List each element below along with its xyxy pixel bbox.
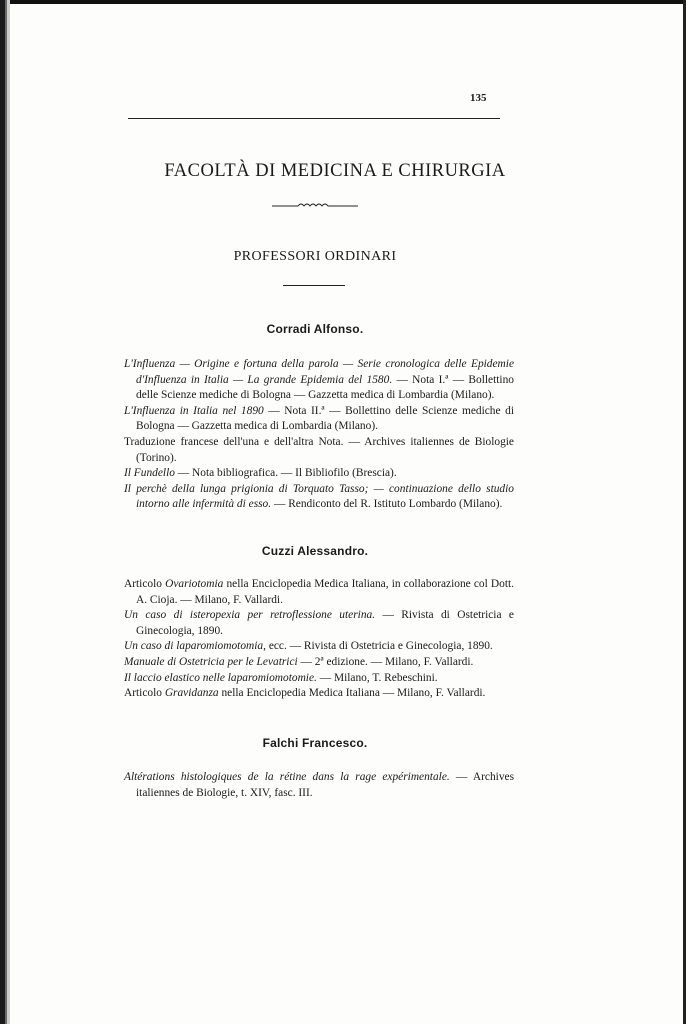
bibliography-entry xyxy=(124,655,514,671)
entry-text: — Rendiconto del R. Istituto Lombardo (Milano). xyxy=(271,498,503,511)
entry-text: nella Enciclopedia Medica Italiana, in collaborazione col Dott. A. Cioja. — Milano, F. Vallardi. xyxy=(136,578,514,606)
faculty-title: FACOLTÀ DI MEDICINA E CHIRURGIA xyxy=(164,161,506,181)
entry-title: Un caso di isteropexia per retroflessione uterina. xyxy=(124,609,376,622)
bibliography-entry xyxy=(124,770,514,801)
bibliography-entry xyxy=(124,404,514,435)
entry-title: Ovariotomia xyxy=(165,578,224,590)
bibliography-entry xyxy=(124,608,514,639)
section-title: PROFESSORI ORDINARI xyxy=(233,249,397,264)
bibliography-entry xyxy=(124,357,514,404)
entry-title: Un caso di laparomiomotomia xyxy=(124,640,264,653)
entry-title: Altérations histologiques de la rétine dans la rage expérimentale. xyxy=(124,771,450,783)
entry-text: — Milano, T. Rebeschini. xyxy=(316,671,438,684)
page-number: 135 xyxy=(470,92,487,104)
bibliography-list xyxy=(124,770,514,801)
bibliography-entry xyxy=(124,577,514,608)
bibliography-entry xyxy=(124,671,514,687)
header-rule xyxy=(128,118,500,119)
author-name: Corradi Alfonso. xyxy=(266,322,364,336)
entry-text: Traduzione francese dell'una e dell'altra Nota. — Archives italiennes de Biologie (Torino). xyxy=(124,435,514,464)
entry-title: Il Fundello xyxy=(124,467,175,480)
bibliography-entry xyxy=(124,686,514,702)
entry-text: — Nota I.ª — Bollettino delle Scienze mediche di Bologna — Gazzetta medica di Lombardia (Milano). xyxy=(136,373,514,402)
entry-text: nella Enciclopedia Medica Italiana — Milano, F. Vallardi. xyxy=(218,687,486,700)
entry-title: L'Influenza — Origine e fortuna della parola — Serie cronologica delle Epidemie d'Influenza in Italia — La grande Epidemia del 1580. xyxy=(124,358,514,386)
author-name: Falchi Francesco. xyxy=(262,736,368,750)
bibliography-entry xyxy=(124,435,514,466)
section-rule xyxy=(283,285,345,286)
bibliography-entry xyxy=(124,482,514,513)
entry-title: Manuale di Ostetricia per le Levatrici xyxy=(124,655,298,668)
author-name: Cuzzi Alessandro. xyxy=(261,544,369,558)
entry-text: — Nota II.ª — Bollettino delle Scienze mediche di Bologna — Gazzetta medica di Lombardia (Milano). xyxy=(136,404,514,433)
scan-binding-edge xyxy=(0,0,14,1024)
entry-text: Articolo xyxy=(124,687,165,700)
entry-title: L'Influenza in Italia nel 1890 xyxy=(124,404,264,417)
entry-text: — Nota bibliografica. — Il Bibliofilo (Brescia). xyxy=(174,467,397,480)
scan-top-edge xyxy=(0,0,686,4)
ornament-divider xyxy=(272,200,358,210)
entry-title: Gravidanza xyxy=(164,687,219,700)
bibliography-entry xyxy=(124,639,514,655)
bibliography-list xyxy=(124,357,514,513)
bibliography-list xyxy=(124,577,514,702)
entry-text: — Rivista di Ostetricia e Ginecologia, 1890. xyxy=(136,609,514,637)
entry-text: — Archives italiennes de Biologie, t. XIV, fasc. III. xyxy=(136,771,515,799)
bibliography-entry xyxy=(124,466,514,482)
entry-title: Il perchè della lunga prigionia di Torquato Tasso; — continuazione dello studio intorno alle infermità di esso. xyxy=(124,482,514,511)
entry-text: — 2ª edizione. — Milano, F. Vallardi. xyxy=(297,655,474,668)
entry-text: Articolo xyxy=(124,578,166,590)
entry-text: , ecc. — Rivista di Ostetricia e Ginecologia, 1890. xyxy=(263,640,493,653)
entry-title: Il laccio elastico nelle laparomiomotomie. xyxy=(124,671,317,684)
